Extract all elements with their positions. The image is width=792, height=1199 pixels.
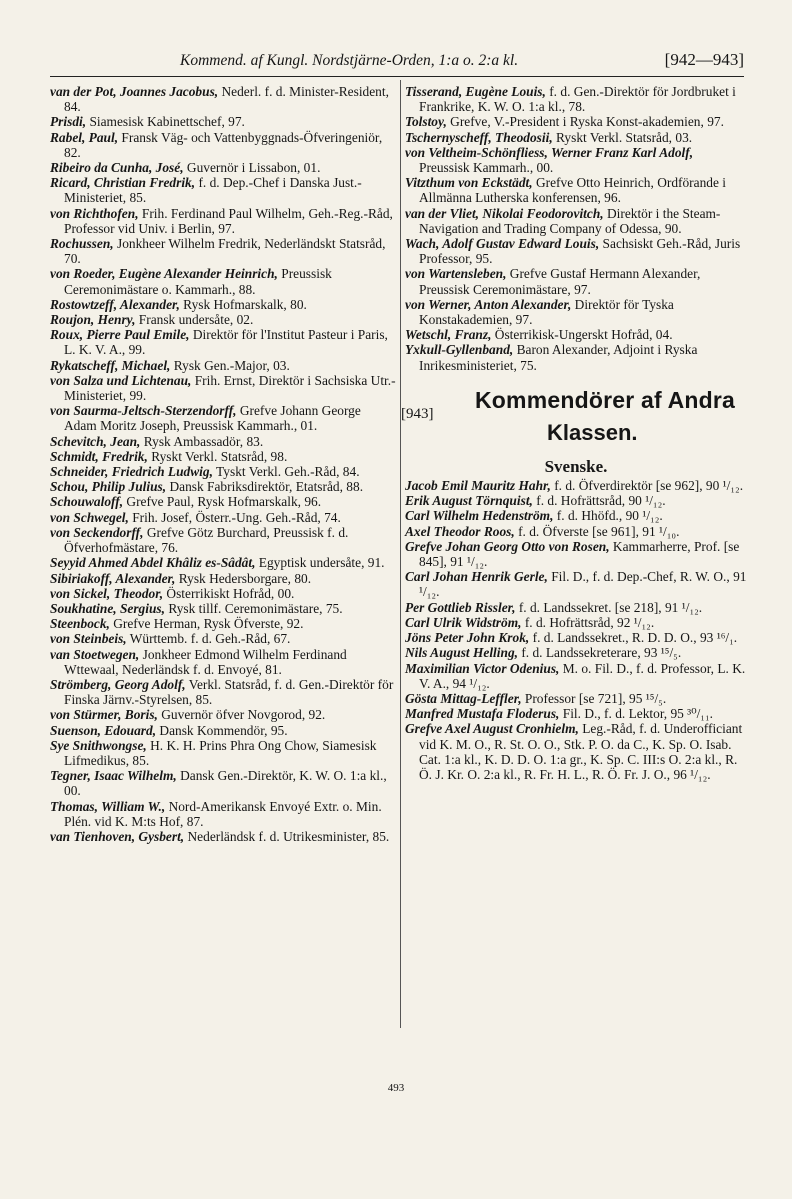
- entry-text: Grefve Götz Burchard, Preussisk f. d. Öfverhofmästare, 76.: [64, 524, 349, 556]
- list-item: [50, 616, 396, 631]
- entry-name: Prisdi,: [50, 114, 87, 130]
- entry-name: Jacob Emil Mauritz Hahr,: [405, 478, 551, 494]
- entry-text: Österrikiskt Hofråd, 00.: [163, 585, 295, 601]
- list-item: [405, 661, 747, 691]
- entry-name: Grefve Johan Georg Otto von Rosen,: [405, 538, 610, 554]
- list-item: [50, 206, 396, 236]
- entry-name: Vitzthum von Eckstädt,: [405, 175, 533, 191]
- entry-text: Ryskt Verkl. Statsråd, 03.: [552, 129, 693, 145]
- entry-name: Sibiriakoff, Alexander,: [50, 570, 176, 586]
- entry-text: Dansk Kommendör, 95.: [156, 722, 288, 738]
- entry-text: f. d. Landssekret., R. D. D. O., 93 ¹⁶/₁.: [529, 630, 738, 646]
- list-item: [50, 707, 396, 722]
- entry-text: Grefve Johann George Adam Moritz Joseph, Preussisk Kammarh., 01.: [64, 403, 361, 434]
- entry-name: Maximilian Victor Odenius,: [405, 660, 560, 676]
- entry-text: f. d. Öfverste [se 961], 91 ¹/₁₀.: [514, 523, 680, 539]
- list-item: [50, 464, 396, 479]
- page-number: 493: [387, 1082, 405, 1094]
- entry-text: Österrikisk-Ungerskt Hofråd, 04.: [491, 327, 673, 343]
- entry-name: Soukhatine, Sergius,: [50, 600, 165, 616]
- list-item: [50, 358, 396, 373]
- list-item: [405, 508, 747, 523]
- entry-text: Verkl. Statsråd, f. d. Gen.-Direktör för Finska Järnv.-Styrelsen, 85.: [64, 676, 394, 708]
- list-item: [405, 266, 747, 296]
- entry-text: M. o. Fil. D., f. d. Professor, L. K. V. A., 94 ¹/₁₂.: [419, 660, 746, 691]
- list-item: [50, 327, 396, 357]
- entry-text: f. d. Öfverdirektör [se 962], 90 ¹/₁₂.: [550, 478, 744, 494]
- entry-name: Schou, Philip Julius,: [50, 479, 167, 495]
- entry-text: Grefve Otto Heinrich, Ordförande i Allmänna Lutherska konferensen, 96.: [419, 175, 726, 206]
- entry-text: Rysk Gen.-Major, 03.: [170, 357, 290, 373]
- list-item: [50, 266, 396, 296]
- entry-text: Nederländsk f. d. Utrikesminister, 85.: [184, 828, 390, 844]
- running-title: Kommend. af Kungl. Nordstjärne-Orden, 1:a o. 2:a kl.: [180, 52, 519, 69]
- section-subheading: Svenske.: [544, 456, 608, 476]
- list-item: [50, 84, 396, 114]
- entry-name: Tolstoy,: [405, 114, 447, 130]
- entry-name: van Stoetwegen,: [50, 646, 140, 662]
- section-title-line1: Kommendörer af Andra: [475, 386, 736, 413]
- entry-name: Rabel, Paul,: [50, 129, 119, 145]
- entry-name: von Salza und Lichtenau,: [50, 372, 192, 388]
- entry-text: Egyptisk undersåte, 91.: [255, 555, 385, 571]
- section-heading: [401, 386, 747, 455]
- entry-name: Suenson, Edouard,: [50, 722, 157, 738]
- entry-name: von Veltheim-Schönfliess, Werner Franz Karl Adolf,: [405, 144, 694, 160]
- entry-text: Preussisk Kammarh., 00.: [419, 160, 554, 176]
- list-item: [50, 297, 396, 312]
- entry-text: Direktör för l'Institut Pasteur i Paris, L. K. V. A., 99.: [64, 327, 388, 358]
- header-rule: [50, 76, 744, 77]
- entry-name: Axel Theodor Roos,: [405, 523, 515, 539]
- list-item: [405, 706, 747, 721]
- entry-text: Rysk tillf. Ceremonimästare, 75.: [164, 600, 343, 616]
- list-item: [405, 478, 747, 493]
- entry-name: Strömberg, Georg Adolf,: [50, 676, 186, 692]
- list-item: [50, 723, 396, 738]
- list-item: [50, 312, 396, 327]
- list-item: [50, 494, 396, 509]
- entry-text: Tyskt Verkl. Geh.-Råd, 84.: [212, 464, 360, 480]
- list-item: [405, 297, 747, 327]
- list-item: [50, 738, 396, 768]
- entry-name: von Werner, Anton Alexander,: [405, 296, 572, 312]
- entry-text: Direktör i the Steam-Navigation and Trading Company of Odessa, 90.: [419, 205, 721, 236]
- entry-name: von Richthofen,: [50, 205, 139, 221]
- page-header: [50, 46, 744, 76]
- entry-text: f. d. Landssekret. [se 218], 91 ¹/₁₂.: [515, 599, 703, 615]
- list-item: [50, 449, 396, 464]
- entry-name: Erik August Törnquist,: [405, 493, 533, 509]
- entry-text: f. d. Hofrättsråd, 92 ¹/₁₂.: [521, 614, 655, 630]
- entry-text: Rysk Hofmarskalk, 80.: [179, 296, 307, 312]
- entry-name: Schmidt, Fredrik,: [50, 448, 148, 464]
- entry-name: Carl Johan Henrik Gerle,: [405, 569, 548, 585]
- entry-text: Jonkheer Wilhelm Fredrik, Nederländskt Statsråd, 70.: [64, 236, 386, 267]
- list-item: [405, 493, 747, 508]
- entry-name: Carl Ulrik Widström,: [405, 614, 522, 630]
- entry-name: von Wartensleben,: [405, 266, 507, 282]
- entry-text: Fransk Väg- och Vattenbyggnads-Öfveringeniör, 82.: [64, 129, 383, 160]
- entry-name: Tisserand, Eugène Louis,: [405, 84, 546, 99]
- list-item: [50, 236, 396, 266]
- entry-text: Württemb. f. d. Geh.-Råd, 67.: [126, 631, 291, 647]
- list-item: [50, 175, 396, 205]
- entry-text: f. d. Gen.-Direktör för Jordbruket i Frankrike, K. W. O. 1:a kl., 78.: [419, 84, 736, 115]
- list-item: [405, 600, 747, 615]
- entry-text: Grefve Paul, Rysk Hofmarskalk, 96.: [123, 494, 322, 510]
- list-item: [405, 206, 747, 236]
- entry-text: Guvernör öfver Novgorod, 92.: [157, 707, 326, 723]
- entry-text: Frih. Ferdinand Paul Wilhelm, Geh.-Reg.-Råd, Professor vid Univ. i Berlin, 97.: [64, 205, 393, 236]
- entry-text: f. d. Hofrättsråd, 90 ¹/₁₂.: [532, 493, 666, 509]
- entry-name: Gösta Mittag-Leffler,: [405, 690, 522, 706]
- entry-name: Rostowtzeff, Alexander,: [50, 296, 180, 312]
- entry-name: von Saurma-Jeltsch-Sterzendorff,: [50, 403, 237, 419]
- list-item: [50, 510, 396, 525]
- entry-name: Tegner, Isaac Wilhelm,: [50, 768, 177, 784]
- entry-text: Dansk Gen.-Direktör, K. W. O. 1:a kl., 00.: [64, 768, 387, 799]
- entry-name: Yxkull-Gyllenband,: [405, 342, 514, 358]
- entry-name: van der Vliet, Nikolai Feodorovitch,: [405, 205, 604, 221]
- entry-text: Frih. Josef, Österr.-Ung. Geh.-Råd, 74.: [128, 509, 341, 525]
- entry-name: Sye Snithwongse,: [50, 737, 147, 753]
- list-item: [50, 479, 396, 494]
- list-item: [405, 114, 747, 129]
- list-item: [405, 569, 747, 599]
- entry-text: Rysk Ambassadör, 83.: [140, 433, 264, 449]
- entry-name: Nils August Helling,: [405, 645, 518, 661]
- section-ref: [943]: [401, 405, 434, 422]
- entry-text: f. d. Hhöfd., 90 ¹/₁₂.: [553, 508, 663, 524]
- list-item: [405, 145, 747, 175]
- list-item: [405, 327, 747, 342]
- list-item: [405, 236, 747, 266]
- entry-name: Wetschl, Franz,: [405, 327, 492, 343]
- list-item: [50, 601, 396, 616]
- entry-text: Fil. D., f. d. Lektor, 95 ³⁰/₁₁.: [559, 706, 713, 722]
- section-title-line2: Klassen.: [547, 419, 638, 445]
- entry-name: Manfred Mustafa Floderus,: [405, 706, 560, 722]
- list-item: [405, 84, 747, 114]
- left-column: [50, 84, 396, 844]
- entry-name: Schevitch, Jean,: [50, 433, 141, 449]
- list-item: [50, 677, 396, 707]
- entry-text: Grefve Herman, Rysk Öfverste, 92.: [109, 616, 304, 632]
- entry-name: Schneider, Friedrich Ludwig,: [50, 464, 213, 480]
- entry-name: Seyyid Ahmed Abdel Khâliz es-Sâdât,: [50, 555, 256, 571]
- list-item: [405, 721, 747, 782]
- right-column: [401, 84, 747, 782]
- entry-name: Grefve Axel August Cronhielm,: [405, 721, 579, 737]
- entry-text: Jonkheer Edmond Wilhelm Ferdinand Wttewaal, Nederländsk f. d. Envoyé, 81.: [64, 646, 347, 677]
- list-item: [50, 768, 396, 798]
- entry-name: Roux, Pierre Paul Emile,: [50, 327, 190, 343]
- entry-name: Carl Wilhelm Hedenström,: [405, 508, 554, 524]
- entry-text: Nederl. f. d. Minister-Resident, 84.: [64, 84, 389, 115]
- entry-text: Professor [se 721], 95 ¹⁵/₅.: [521, 690, 667, 706]
- list-item: [405, 691, 747, 706]
- list-item: [405, 175, 747, 205]
- entry-name: Tschernyscheff, Theodosii,: [405, 129, 553, 145]
- entry-text: Baron Alexander, Adjoint i Ryska Inrikesministeriet, 75.: [419, 342, 698, 373]
- entry-text: Frih. Ernst, Direktör i Sachsiska Utr.-Ministeriet, 99.: [64, 372, 396, 404]
- entry-name: Roujon, Henry,: [50, 312, 136, 328]
- entry-text: Ryskt Verkl. Statsråd, 98.: [147, 448, 288, 464]
- column-divider: [400, 80, 401, 1028]
- entry-name: von Schwegel,: [50, 509, 129, 525]
- list-item: [50, 631, 396, 646]
- list-item: [405, 615, 747, 630]
- entry-name: von Roeder, Eugène Alexander Heinrich,: [50, 266, 278, 282]
- page-range: [942—943]: [664, 50, 744, 69]
- list-item: [405, 645, 747, 660]
- entry-name: Thomas, William W.,: [50, 798, 166, 814]
- entry-text: H. K. H. Prins Phra Ong Chow, Siamesisk Lifmedikus, 85.: [64, 737, 377, 768]
- list-item: [50, 160, 396, 175]
- entry-name: Rochussen,: [50, 236, 114, 252]
- list-item: [405, 130, 747, 145]
- entry-text: Siamesisk Kabinettschef, 97.: [86, 114, 245, 130]
- entry-text: Preussisk Ceremonimästare o. Kammarh., 88.: [64, 266, 332, 297]
- list-item: [50, 799, 396, 829]
- list-item: [50, 571, 396, 586]
- entry-text: Sachsiskt Geh.-Råd, Juris Professor, 95.: [419, 236, 741, 267]
- entry-text: Nord-Amerikansk Envoyé Extr. o. Min. Plén. vid K. M:ts Hof, 87.: [64, 798, 382, 829]
- list-item: [50, 829, 396, 844]
- entry-text: f. d. Dep.-Chef i Danska Just.-Ministeriet, 85.: [64, 175, 362, 206]
- entry-text: Rysk Hedersborgare, 80.: [175, 570, 312, 586]
- entry-name: von Stürmer, Boris,: [50, 707, 158, 723]
- entry-text: Dansk Fabriksdirektör, Etatsråd, 88.: [166, 479, 364, 495]
- entry-name: von Seckendorff,: [50, 524, 144, 540]
- entry-name: van der Pot, Joannes Jacobus,: [50, 84, 219, 99]
- entry-name: Ribeiro da Cunha, José,: [50, 160, 184, 176]
- entry-text: Grefve Gustaf Hermann Alexander, Preussisk Ceremonimästare, 97.: [419, 266, 701, 297]
- list-item: [50, 403, 396, 433]
- entry-name: Wach, Adolf Gustav Edward Louis,: [405, 236, 600, 252]
- entry-text: Fransk undersåte, 02.: [135, 312, 254, 328]
- list-item: [50, 114, 396, 129]
- entry-text: Kammarherre, Prof. [se 845], 91 ¹/₁₂.: [419, 538, 740, 570]
- list-item: [405, 539, 747, 569]
- list-item: [50, 130, 396, 160]
- list-item: [405, 342, 747, 372]
- list-item: [50, 525, 396, 555]
- entry-name: Steenbock,: [50, 616, 110, 632]
- entry-text: Guvernör i Lissabon, 01.: [183, 160, 321, 176]
- entry-name: von Steinbeis,: [50, 631, 127, 647]
- list-item: [50, 647, 396, 677]
- list-item: [50, 434, 396, 449]
- entry-text: f. d. Landssekreterare, 93 ¹⁵/₅.: [517, 645, 682, 661]
- entry-name: van Tienhoven, Gysbert,: [50, 828, 185, 844]
- entry-name: Ricard, Christian Fredrik,: [50, 175, 196, 191]
- entry-text: Direktör för Tyska Konstakademien, 97.: [419, 296, 674, 328]
- list-item: [50, 586, 396, 601]
- entry-text: Grefve, V.-President i Ryska Konst-akademien, 97.: [446, 114, 724, 130]
- list-item: [50, 373, 396, 403]
- entry-name: Rykatscheff, Michael,: [50, 357, 171, 373]
- entry-name: Per Gottlieb Rissler,: [405, 599, 516, 615]
- list-item: [50, 555, 396, 570]
- list-item: [405, 630, 747, 645]
- entry-name: von Sickel, Theodor,: [50, 585, 164, 601]
- entry-name: Schouwaloff,: [50, 494, 124, 510]
- entry-name: Jöns Peter John Krok,: [405, 630, 530, 646]
- list-item: [405, 524, 747, 539]
- entry-text: Fil. D., f. d. Dep.-Chef, R. W. O., 91 ¹/₁₂.: [419, 569, 747, 600]
- entry-text: Leg.-Råd, f. d. Underofficiant vid K. M. O., R. St. O. O., Stk. P. O. da C., K. Sp. O. Isab. Cat. 1:a kl., K. D. D. O. 1:a gr., K. Sp. C. III:s O. 2:a kl., R. Ö. J. Kr. O. 2:a kl., R. Fr. H. L., R. Ö. Fr. J. O., 96 ¹/₁₂.: [419, 721, 743, 782]
